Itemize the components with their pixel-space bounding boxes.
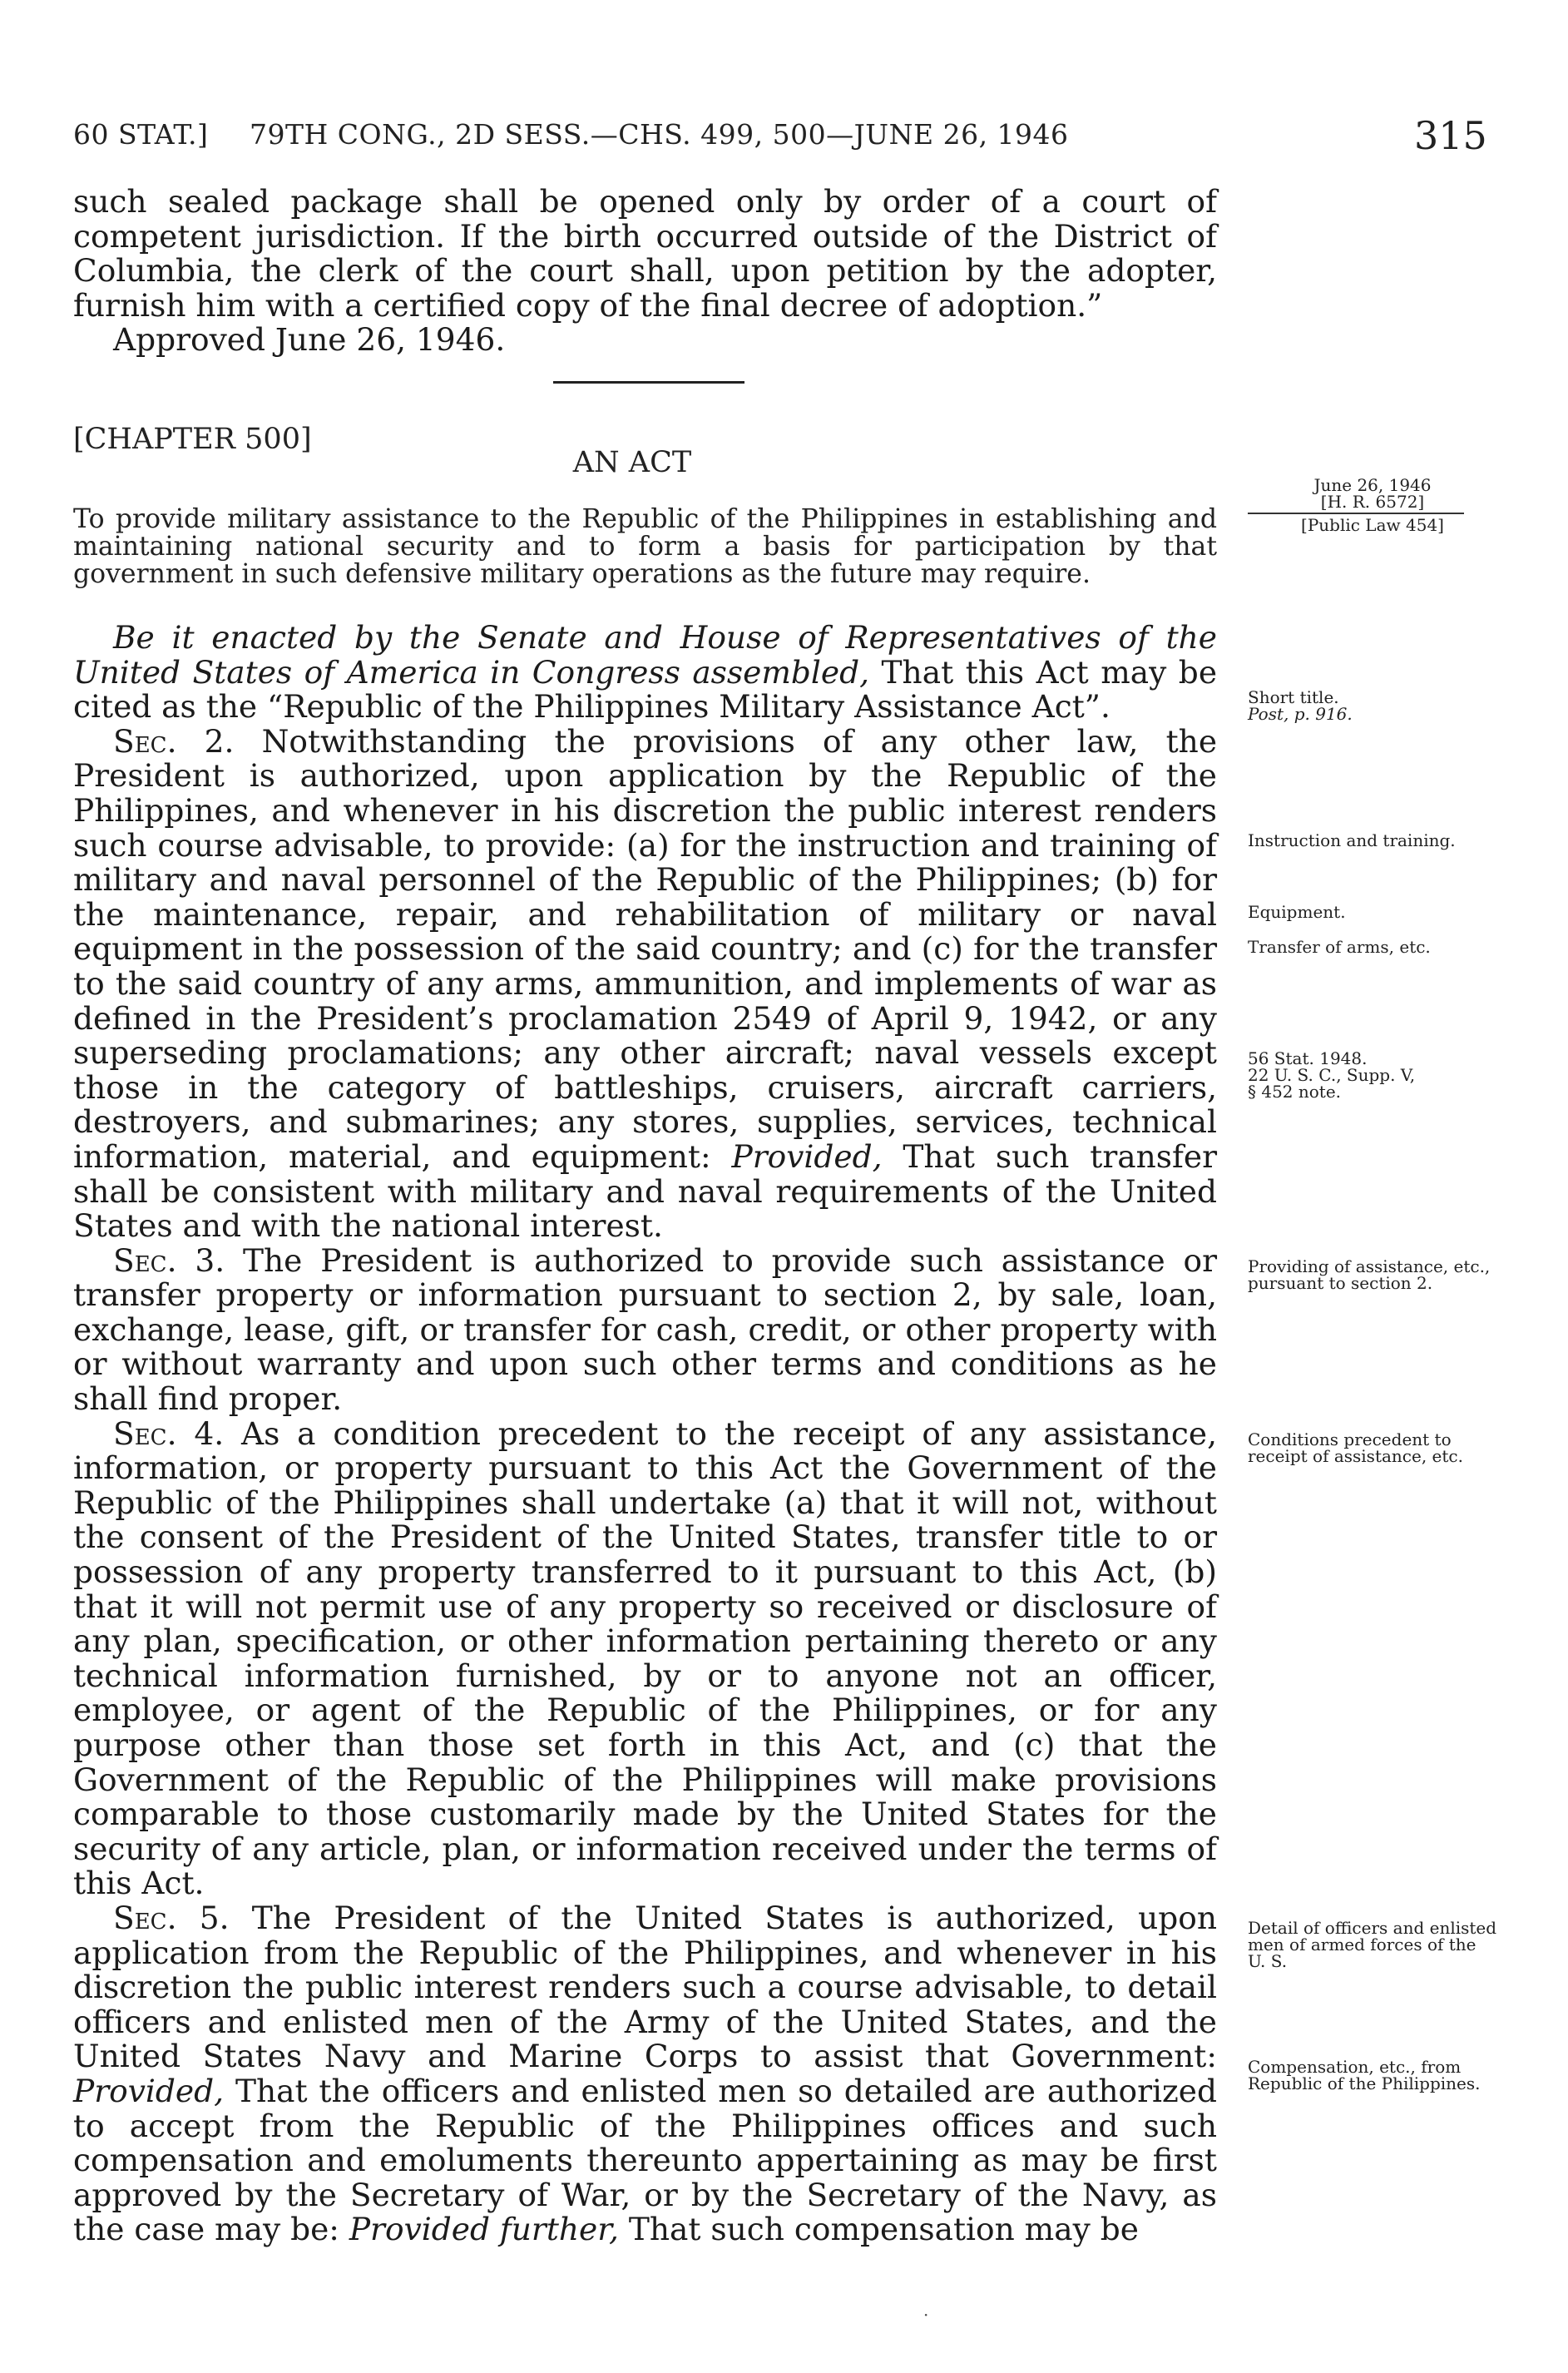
enacting-clause: Be it enacted by the Senate and House of Representatives of the United States of America in Congress assembled, <box>73 619 1217 691</box>
section-1-text: That this Act may be cited as the “Republic of the Philippines Military Assistance Act”. <box>73 653 1218 726</box>
sidenote-equipment: Equipment. <box>1248 902 1346 922</box>
section-4-text: As a condition precedent to the receipt of any assistance, information, or property pursuant to this Act the Government of the Republic of the Philippines shall undertake (a) that it will not, without the consent of the President of the United States, transfer title to or possession of any property transferred to it pursuant to this Act, (b) that it will not permit use of any property so received or disclosure of any plan, specification, or other information pertaining thereto or any technical information furnished, by or to anyone not an officer, employee, or agent of the Republic of the Philippines, or for any purpose other than those set forth in this Act, and (c) that the Government of the Republic of the Philippines will make provisions comparable to those customarily made by the United States for the security of any article, plan, or information received under the terms of this Act. <box>73 1414 1217 1902</box>
section-5-proviso-further: Provided further, <box>349 2211 619 2248</box>
sidenote-post-ref: Post, p. 916. <box>1248 704 1353 724</box>
sidenote-statutory-references <box>1248 1050 1497 1100</box>
running-head-left: 60 STAT.] <box>73 118 209 151</box>
section-4-label: Sec. 4. <box>113 1414 225 1452</box>
section-5-text-c: That such compensation may be <box>628 2211 1139 2248</box>
section-5 <box>73 1901 1217 2247</box>
section-2-label: Sec. 2. <box>113 722 235 760</box>
running-head-center: 79TH CONG., 2D SESS.—CHS. 499, 500—JUNE 26, 1946 <box>250 118 1069 151</box>
section-3 <box>73 1241 1218 1418</box>
sidenote-enactment <box>1248 477 1497 533</box>
sidenote-date: June 26, 1946 <box>1313 475 1432 495</box>
sidenote-stat-ref-2: 22 U. S. C., Supp. V, <box>1248 1065 1416 1085</box>
section-5-proviso: Provided, <box>73 2072 225 2109</box>
approval-line: Approved June 26, 1946. <box>113 321 506 359</box>
page-number: 315 <box>1414 113 1487 158</box>
section-5-label: Sec. 5. <box>113 1899 230 1936</box>
sidenote-bill: [H. R. 6572] <box>1320 492 1425 512</box>
print-speck: · <box>923 2305 929 2325</box>
chapter-label: [CHAPTER 500] <box>73 423 312 456</box>
sidenote-stat-ref-3: § 452 note. <box>1248 1082 1342 1102</box>
act-body <box>73 621 1217 2247</box>
sidenote-compensation: Compensation, etc., from Republic of the Philippines. <box>1248 2057 1481 2093</box>
sidenote-instruction: Instruction and training. <box>1248 830 1456 850</box>
section-5-text-b: That the officers and enlisted men so detailed are authorized to accept from the Republic of the Philippines offices and such compensation and emoluments thereunto appertaining as may be first approved by the Secretary of War, or by the Secretary of the Navy, as the case may be: <box>73 2072 1217 2248</box>
section-4 <box>73 1414 1217 1902</box>
section-5-text-a: The President of the United States is authorized, upon application from the Republic of the Philippines, and whenever in his discretion the public interest renders such a course advisable, to detail officers and enlisted men of the Army of the United States, and the United States Navy and Marine Corps to assist that Government: <box>73 1899 1217 2075</box>
sidenote-short-title-text: Short title. <box>1248 687 1339 707</box>
continuation-text: such sealed package shall be opened only by order of a court of competent jurisdiction. If the birth occurred outside of the District of Columbia, the clerk of the court shall, upon petition by the adopter, furnish him with a certified copy of the final decree of adoption.” <box>73 183 1217 324</box>
sidenote-stat-ref-1: 56 Stat. 1948. <box>1248 1048 1368 1068</box>
chapter-separator-rule <box>553 381 744 384</box>
sidenote-conditions: Conditions precedent to receipt of assistance, etc. <box>1248 1429 1463 1466</box>
act-purpose-text: To provide military assistance to the Republic of the Philippines in establishing and maintaining national security and to form a basis for participation by that government in such defensive military operations as the future may require. <box>73 504 1217 589</box>
sidenote-providing: Providing of assistance, etc., pursuant to section 2. <box>1248 1256 1491 1293</box>
section-2-proviso: Provided, <box>731 1137 883 1175</box>
section-3-label: Sec. 3. <box>113 1241 225 1279</box>
section-1 <box>73 621 1217 725</box>
section-2-text-a: Notwithstanding the provisions of any other law, the President is authorized, upon application by the Republic of the Philippines, and whenever in his discretion the public interest renders such course advisable, to provide: (a) for the instruction and training of military and naval personnel of the Republic of the Philippines; (b) for the maintenance, repair, and rehabilitation of military or naval equipment in the possession of the said country; and (c) for the transfer to the said country of any arms, ammunition, and implements of war as defined in the President’s proclamation 2549 of April 9, 1942, or any superseding proclamations; any other aircraft; naval vessels except those in the category of battleships, cruisers, aircraft carriers, destroyers, and submarines; any stores, supplies, services, technical information, material, and equipment: <box>73 722 1218 1175</box>
sidenote-detail: Detail of officers and enlisted men of armed forces of the U. S. <box>1248 1918 1497 1971</box>
continuation-block <box>73 185 1217 358</box>
sidenote-rule <box>1248 513 1464 514</box>
section-2 <box>73 722 1218 1245</box>
act-heading: AN ACT <box>572 446 692 479</box>
act-purpose <box>73 506 1217 588</box>
section-2-text-b: That such transfer shall be consistent with military and naval requirements of the United States and with the national interest. <box>73 1137 1218 1245</box>
sidenote-short-title <box>1248 689 1497 722</box>
sidenote-transfer: Transfer of arms, etc. <box>1248 937 1431 957</box>
sidenote-public-law: [Public Law 454] <box>1301 515 1444 535</box>
section-3-text: The President is authorized to provide such assistance or transfer property or information pursuant to section 2, by sale, loan, exchange, lease, gift, or transfer for cash, credit, or other property with or without warranty and upon such other terms and conditions as he shall find proper. <box>73 1241 1218 1418</box>
